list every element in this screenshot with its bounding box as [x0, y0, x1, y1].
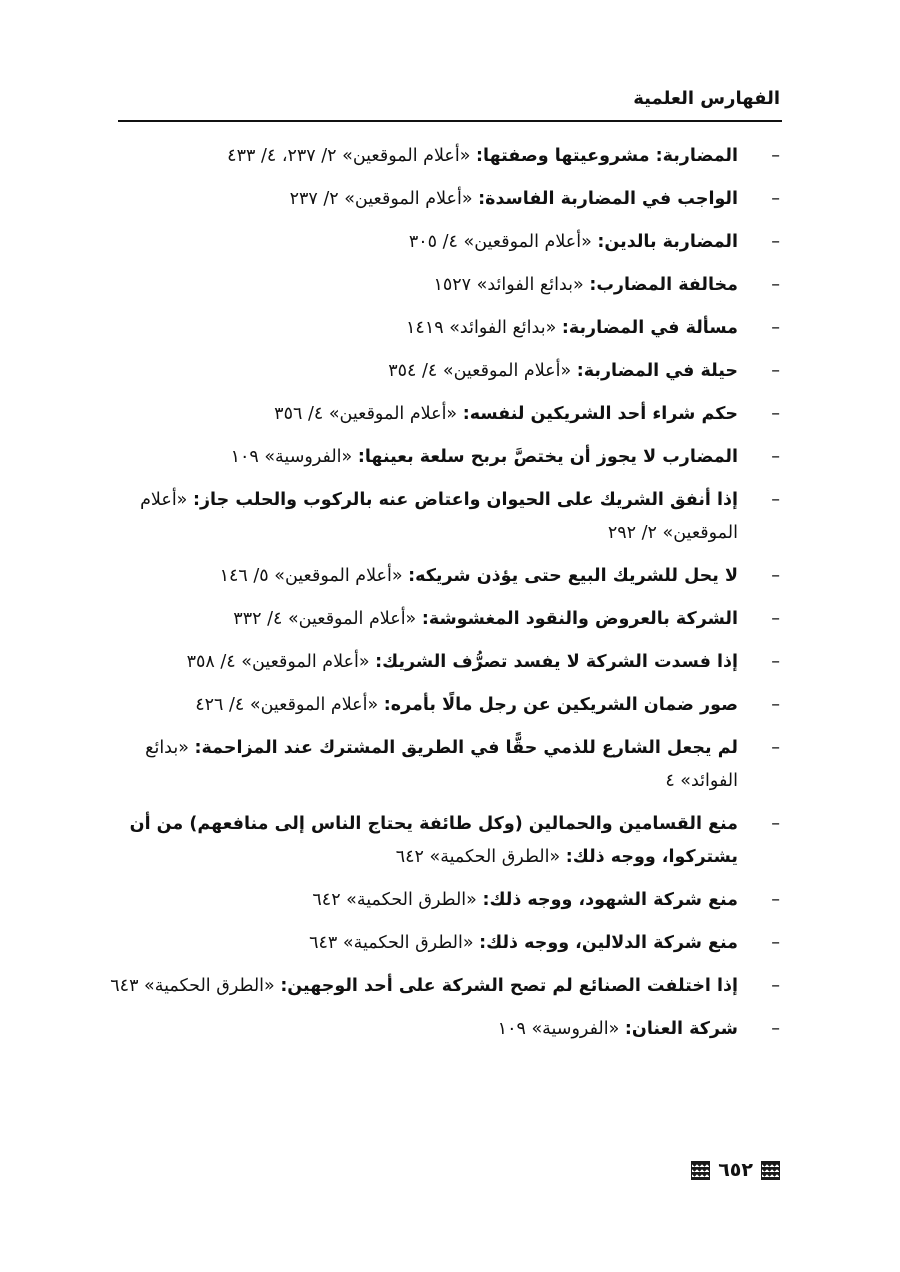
index-entry: [110, 732, 780, 798]
entry-reference: «بدائع الفوائد» ١٥٢٧: [433, 275, 584, 295]
entry-dash: –: [771, 1019, 780, 1039]
index-entry: [110, 183, 780, 216]
entry-topic: المضارب لا يجوز أن يختصَّ بربح سلعة بعينها:: [357, 447, 738, 467]
index-entry: [110, 689, 780, 722]
entry-dash: –: [771, 976, 780, 996]
entry-topic: المضاربة بالدين:: [597, 232, 738, 252]
index-entry: [110, 140, 780, 173]
index-entry: [110, 312, 780, 345]
entry-reference: «الفروسية» ١٠٩: [497, 1019, 620, 1039]
entry-dash: –: [771, 318, 780, 338]
index-entry: [110, 646, 780, 679]
index-entry: [110, 1013, 780, 1046]
entry-reference: «أعلام الموقعين» ٢/ ٢٣٧: [289, 189, 473, 209]
entry-dash: –: [771, 146, 780, 166]
entry-reference: «الطرق الحكمية» ٦٤٢: [312, 890, 477, 910]
entry-topic: الواجب في المضاربة الفاسدة:: [478, 189, 738, 209]
entry-topic: صور ضمان الشريكين عن رجل مالًا بأمره:: [383, 695, 738, 715]
entry-topic: إذا فسدت الشركة لا يفسد تصرُّف الشريك:: [375, 652, 738, 672]
entry-dash: –: [771, 275, 780, 295]
index-entry: [110, 355, 780, 388]
index-entry: [110, 269, 780, 302]
entry-dash: –: [771, 361, 780, 381]
entry-topic: حيلة في المضاربة:: [576, 361, 738, 381]
entry-dash: –: [771, 652, 780, 672]
entry-topic: لم يجعل الشارع للذمي حقًّا في الطريق المشترك عند المزاحمة:: [194, 738, 738, 758]
entry-dash: –: [771, 404, 780, 424]
entry-dash: –: [771, 695, 780, 715]
index-entry: [110, 603, 780, 636]
entry-reference: «أعلام الموقعين» ٤/ ٣٠٥: [408, 232, 592, 252]
entry-reference: «الطرق الحكمية» ٦٤٣: [309, 933, 474, 953]
entry-topic: إذا أنفق الشريك على الحيوان واعتاض عنه بالركوب والحلب جاز:: [192, 490, 738, 510]
index-entry: [110, 484, 780, 550]
entry-reference: «أعلام الموقعين» ٤/ ٤٢٦: [195, 695, 379, 715]
entry-dash: –: [771, 814, 780, 834]
index-entry: [110, 970, 780, 1003]
entry-topic: مخالفة المضارب:: [589, 275, 738, 295]
entry-dash: –: [771, 189, 780, 209]
entry-dash: –: [771, 447, 780, 467]
index-entry: [110, 560, 780, 593]
index-entry: [110, 398, 780, 431]
ornament-icon: [761, 1161, 780, 1180]
entry-topic: لا يحل للشريك البيع حتى يؤذن شريكه:: [408, 566, 738, 586]
entry-dash: –: [771, 933, 780, 953]
index-entry: [110, 441, 780, 474]
index-entry: [110, 884, 780, 917]
entry-dash: –: [771, 890, 780, 910]
page-number: ٦٥٢: [718, 1159, 753, 1181]
index-entry: [110, 226, 780, 259]
entry-reference: «أعلام الموقعين» ٤/ ٣٥٨: [186, 652, 370, 672]
entry-topic: حكم شراء أحد الشريكين لنفسه:: [462, 404, 738, 424]
page-footer: [691, 1157, 780, 1183]
entry-topic: مسألة في المضاربة:: [561, 318, 738, 338]
entry-reference: «الطرق الحكمية» ٦٤٢: [395, 847, 561, 867]
entry-topic: الشركة بالعروض والنقود المغشوشة:: [421, 609, 738, 629]
index-entry: [110, 927, 780, 960]
entry-reference: «بدائع الفوائد» ٤: [145, 738, 738, 791]
entry-reference: «أعلام الموقعين» ٤/ ٣٥٤: [388, 361, 572, 381]
entry-reference: «أعلام الموقعين» ٤/ ٣٥٦: [274, 404, 458, 424]
entry-dash: –: [771, 566, 780, 586]
entry-reference: «بدائع الفوائد» ١٤١٩: [406, 318, 557, 338]
entry-reference: «أعلام الموقعين» ٢/ ٢٣٧، ٤/ ٤٣٣: [227, 146, 471, 166]
entry-topic: إذا اختلفت الصنائع لم تصح الشركة على أحد الوجهين:: [280, 976, 738, 996]
header-rule: [118, 120, 782, 122]
entry-reference: «أعلام الموقعين» ٢/ ٢٩٢: [140, 490, 738, 543]
entry-dash: –: [771, 738, 780, 758]
entry-topic: منع القسامين والحمالين (وكل طائفة يحتاج الناس إلى منافعهم) من أن يشتركوا، ووجه ذلك:: [129, 814, 738, 867]
entry-dash: –: [771, 232, 780, 252]
index-entry-list: [110, 140, 780, 1056]
entry-topic: شركة العنان:: [624, 1019, 738, 1039]
running-head: الفهارس العلمية: [633, 88, 780, 109]
index-entry: [110, 808, 780, 874]
entry-topic: منع شركة الدلالين، ووجه ذلك:: [479, 933, 738, 953]
ornament-icon: [691, 1161, 710, 1180]
entry-reference: «الفروسية» ١٠٩: [230, 447, 353, 467]
entry-dash: –: [771, 609, 780, 629]
entry-reference: «أعلام الموقعين» ٥/ ١٤٦: [219, 566, 403, 586]
entry-topic: المضاربة: مشروعيتها وصفتها:: [476, 146, 738, 166]
entry-reference: «الطرق الحكمية» ٦٤٣: [110, 976, 275, 996]
entry-dash: –: [771, 490, 780, 510]
entry-reference: «أعلام الموقعين» ٤/ ٣٣٢: [233, 609, 417, 629]
entry-topic: منع شركة الشهود، ووجه ذلك:: [482, 890, 738, 910]
